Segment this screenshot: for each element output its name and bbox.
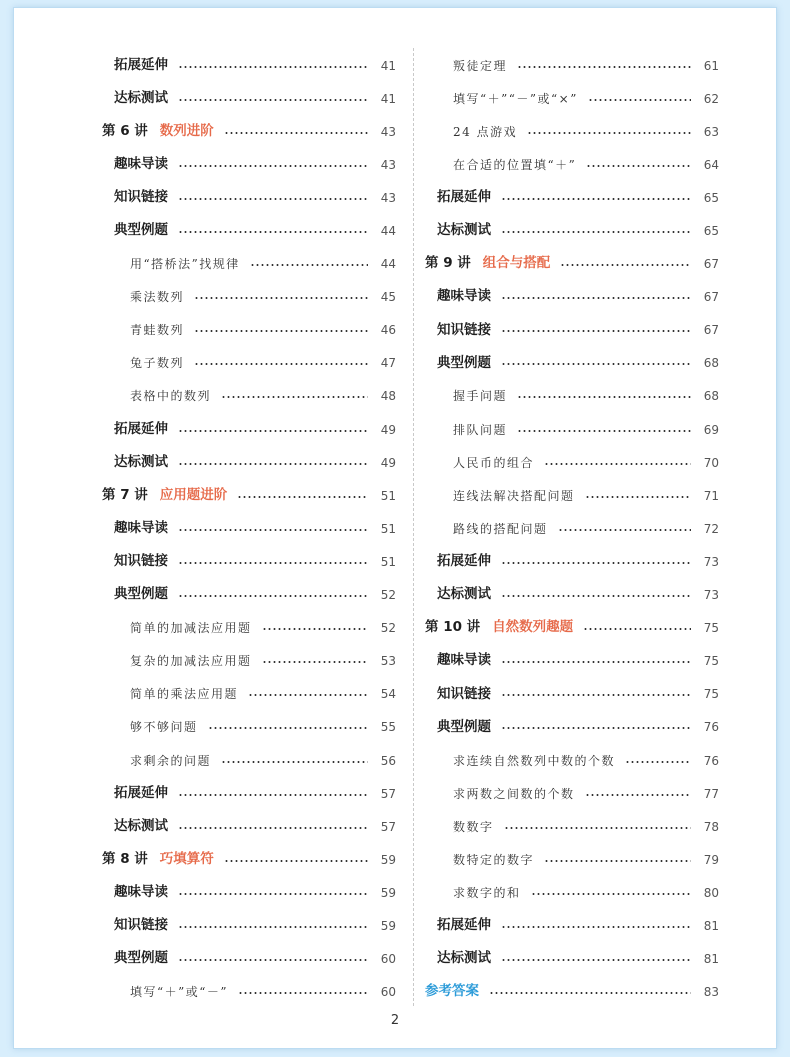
toc-entry-page: 61 — [703, 58, 719, 73]
dot-leader — [560, 264, 691, 266]
chapter-title: 数列进阶 — [159, 122, 214, 139]
dot-leader — [262, 628, 368, 630]
toc-entry-page: 41 — [380, 58, 396, 73]
toc-entry-page: 68 — [703, 356, 719, 371]
toc-entry-title: 达标测试 — [437, 222, 491, 239]
toc-entry-subsection[interactable] — [102, 976, 396, 1009]
toc-entry-page: 43 — [380, 157, 396, 172]
dot-leader — [588, 99, 691, 101]
dot-leader — [250, 264, 368, 266]
toc-entry-section[interactable] — [425, 943, 719, 976]
dot-leader — [501, 297, 691, 299]
toc-entry-subsection[interactable] — [425, 115, 719, 148]
toc-entry-page: 83 — [703, 985, 719, 1000]
toc-entry-page: 63 — [703, 124, 719, 139]
toc-entry-page: 68 — [703, 389, 719, 404]
toc-entry-page: 65 — [703, 190, 719, 205]
toc-entry-subsection[interactable] — [102, 645, 396, 678]
toc-entry-title: 路线的搭配问题 — [453, 521, 548, 536]
toc-entry-title: 参考答案 — [425, 983, 479, 1000]
toc-entry-section[interactable] — [102, 876, 396, 909]
dot-leader — [221, 761, 368, 763]
toc-entry-title: 24 点游戏 — [453, 124, 518, 139]
toc-entry-section[interactable] — [102, 810, 396, 843]
dot-leader — [208, 727, 368, 729]
toc-entry-title: 用“搭桥法”找规律 — [130, 257, 240, 272]
dot-leader — [178, 529, 368, 531]
dot-leader — [178, 893, 368, 895]
toc-entry-title: 青蛙数列 — [130, 323, 185, 338]
toc-entry-page: 81 — [703, 952, 719, 967]
toc-entry-title: 叛徒定理 — [453, 58, 508, 73]
toc-entry-subsection[interactable] — [425, 777, 719, 810]
dot-leader — [178, 959, 368, 961]
toc-entry-title: 趣味导读 — [437, 652, 491, 669]
dot-leader — [178, 827, 368, 829]
toc-entry-subsection[interactable] — [425, 876, 719, 909]
toc-entry-subsection[interactable] — [102, 248, 396, 281]
dot-leader — [237, 496, 368, 498]
dot-leader — [517, 396, 691, 398]
toc-entry-title: 知识链接 — [437, 685, 491, 702]
toc-entry-subsection[interactable] — [425, 843, 719, 876]
toc-entry-title: 表格中的数列 — [130, 389, 212, 404]
toc-entry-section[interactable] — [102, 148, 396, 181]
toc-entry-title — [102, 489, 237, 503]
toc-entry-title: 趣味导读 — [437, 288, 491, 305]
toc-entry-section[interactable] — [102, 512, 396, 545]
toc-entry-subsection[interactable] — [425, 49, 719, 82]
toc-entry-page: 46 — [380, 323, 396, 338]
toc-entry-title: 达标测试 — [437, 586, 491, 603]
toc-entry-page: 55 — [380, 720, 396, 735]
dot-leader — [531, 893, 691, 895]
toc-entry-page: 79 — [703, 852, 719, 867]
toc-entry-subsection[interactable] — [102, 380, 396, 413]
toc-entry-page: 67 — [703, 323, 719, 338]
toc-entry-subsection[interactable] — [425, 512, 719, 545]
toc-entry-page: 64 — [703, 157, 719, 172]
toc-entry-chapter[interactable] — [102, 843, 396, 876]
toc-entry-subsection[interactable] — [102, 347, 396, 380]
toc-entry-title: 求数字的和 — [453, 885, 521, 900]
toc-right-column — [425, 49, 719, 1009]
toc-entry-title: 知识链接 — [437, 321, 491, 338]
toc-entry-title: 趣味导读 — [114, 156, 168, 173]
toc-entry-page: 47 — [380, 356, 396, 371]
dot-leader — [501, 959, 691, 961]
toc-entry-section[interactable] — [102, 214, 396, 247]
dot-leader — [501, 562, 691, 564]
dot-leader — [625, 761, 691, 763]
toc-entry-page: 76 — [703, 720, 719, 735]
dot-leader — [586, 165, 691, 167]
dot-leader — [501, 727, 691, 729]
toc-entry-title — [102, 122, 224, 139]
toc-entry-page: 67 — [703, 257, 719, 272]
toc-entry-page: 45 — [380, 290, 396, 305]
toc-entry-page: 51 — [380, 521, 396, 536]
toc-page — [13, 7, 777, 1049]
dot-leader — [544, 463, 691, 465]
dot-leader — [501, 330, 691, 332]
dot-leader — [178, 562, 368, 564]
toc-entry-title: 简单的乘法应用题 — [130, 687, 239, 702]
toc-entry-section[interactable] — [102, 579, 396, 612]
toc-entry-subsection[interactable] — [425, 479, 719, 512]
toc-left-column — [102, 49, 396, 1009]
toc-entry-page: 56 — [380, 753, 396, 768]
toc-entry-page: 75 — [703, 654, 719, 669]
dot-leader — [194, 330, 368, 332]
toc-entry-subsection[interactable] — [102, 281, 396, 314]
toc-entry-title: 拓展延伸 — [437, 189, 491, 206]
toc-entry-page: 59 — [380, 852, 396, 867]
toc-entry-title: 复杂的加减法应用题 — [130, 654, 252, 669]
chapter-title: 自然数列趣题 — [492, 619, 574, 636]
dot-leader — [558, 529, 691, 531]
toc-entry-page: 53 — [380, 654, 396, 669]
toc-entry-chapter[interactable] — [425, 248, 719, 281]
toc-entry-title: 乘法数列 — [130, 290, 185, 305]
toc-entry-section[interactable] — [102, 909, 396, 942]
dot-leader — [178, 66, 368, 68]
toc-entry-title: 拓展延伸 — [437, 553, 491, 570]
toc-entry-page: 76 — [703, 753, 719, 768]
toc-entry-subsection[interactable] — [425, 413, 719, 446]
toc-entry-page: 57 — [380, 786, 396, 801]
toc-entry-title: 填写“＋”或“－” — [130, 985, 229, 1000]
dot-leader — [194, 363, 368, 365]
toc-entry-title: 数特定的数字 — [453, 852, 535, 867]
column-divider — [413, 48, 414, 1006]
toc-entry-page: 65 — [703, 224, 719, 239]
toc-entry-page: 43 — [380, 190, 396, 205]
toc-entry-title: 求连续自然数列中数的个数 — [453, 753, 616, 768]
toc-entry-section[interactable] — [102, 49, 396, 82]
dot-leader — [178, 231, 368, 233]
toc-entry-page: 49 — [380, 455, 396, 470]
dot-leader — [178, 794, 368, 796]
chapter-number: 第 10 讲 — [425, 619, 481, 636]
toc-entry-page: 75 — [703, 687, 719, 702]
dot-leader — [224, 860, 368, 862]
toc-entry-title: 求两数之间数的个数 — [453, 786, 575, 801]
toc-entry-title: 典型例题 — [114, 950, 168, 967]
toc-entry-section[interactable] — [425, 214, 719, 247]
toc-entry-title: 在合适的位置填“＋” — [453, 157, 577, 172]
toc-entry-page: 69 — [703, 422, 719, 437]
dot-leader — [527, 132, 691, 134]
toc-entry-page: 60 — [380, 985, 396, 1000]
dot-leader — [501, 661, 691, 663]
toc-entry-title: 数数字 — [453, 819, 494, 834]
toc-entry-page: 73 — [703, 554, 719, 569]
toc-entry-page: 75 — [703, 621, 719, 636]
toc-entry-title: 知识链接 — [114, 189, 168, 206]
toc-entry-subsection[interactable] — [102, 314, 396, 347]
toc-entry-subsection[interactable] — [425, 446, 719, 479]
dot-leader — [501, 198, 691, 200]
toc-entry-title: 达标测试 — [114, 89, 168, 106]
toc-entry-section[interactable] — [102, 777, 396, 810]
toc-entry-title: 达标测试 — [114, 817, 168, 834]
dot-leader — [178, 463, 368, 465]
toc-entry-title: 达标测试 — [114, 453, 168, 470]
toc-entry-title: 连线法解决搭配问题 — [453, 488, 575, 503]
toc-entry-section[interactable] — [425, 181, 719, 214]
toc-entry-section[interactable] — [425, 579, 719, 612]
toc-entry-title: 典型例题 — [114, 222, 168, 239]
toc-entry-title: 知识链接 — [114, 917, 168, 934]
toc-entry-subsection[interactable] — [425, 148, 719, 181]
toc-entry-section[interactable] — [102, 943, 396, 976]
toc-entry-subsection[interactable] — [102, 744, 396, 777]
toc-entry-page: 52 — [380, 621, 396, 636]
toc-entry-title: 拓展延伸 — [114, 56, 168, 73]
chapter-number: 第 6 讲 — [102, 122, 148, 139]
toc-entry-title: 典型例题 — [437, 354, 491, 371]
dot-leader — [501, 231, 691, 233]
dot-leader — [504, 827, 691, 829]
toc-entry-page: 60 — [380, 952, 396, 967]
toc-entry-title: 够不够问题 — [130, 720, 198, 735]
toc-entry-page: 54 — [380, 687, 396, 702]
dot-leader — [178, 595, 368, 597]
dot-leader — [178, 926, 368, 928]
toc-entry-section[interactable] — [425, 314, 719, 347]
toc-entry-title: 趣味导读 — [114, 884, 168, 901]
toc-entry-section[interactable] — [102, 545, 396, 578]
toc-entry-page: 49 — [380, 422, 396, 437]
dot-leader — [585, 794, 691, 796]
dot-leader — [221, 396, 368, 398]
toc-entry-section[interactable] — [425, 545, 719, 578]
dot-leader — [178, 99, 368, 101]
toc-entry-subsection[interactable] — [425, 82, 719, 115]
toc-entry-title: 知识链接 — [114, 553, 168, 570]
toc-entry-title: 拓展延伸 — [437, 917, 491, 934]
toc-entry-title — [102, 853, 224, 867]
toc-entry-title: 填写“＋”“－”或“×” — [453, 91, 578, 106]
dot-leader — [517, 66, 691, 68]
toc-entry-title — [425, 257, 560, 271]
toc-entry-section[interactable] — [102, 82, 396, 115]
dot-leader — [501, 595, 691, 597]
toc-entry-page: 44 — [380, 257, 396, 272]
dot-leader — [583, 628, 691, 630]
toc-entry-chapter[interactable] — [425, 612, 719, 645]
toc-entry-title: 求剩余的问题 — [130, 753, 212, 768]
toc-entry-page: 77 — [703, 786, 719, 801]
chapter-title: 组合与搭配 — [482, 255, 551, 272]
toc-entry-title: 拓展延伸 — [114, 784, 168, 801]
toc-entry-page: 62 — [703, 91, 719, 106]
toc-entry-page: 72 — [703, 521, 719, 536]
toc-entry-page: 44 — [380, 224, 396, 239]
toc-entry-subsection[interactable] — [102, 612, 396, 645]
toc-entry-title: 趣味导读 — [114, 520, 168, 537]
toc-entry-subsection[interactable] — [102, 711, 396, 744]
toc-entry-page: 51 — [380, 554, 396, 569]
toc-entry-section[interactable] — [425, 711, 719, 744]
dot-leader — [178, 430, 368, 432]
toc-entry-page: 73 — [703, 588, 719, 603]
toc-entry-title: 拓展延伸 — [114, 420, 168, 437]
toc-entry-page: 59 — [380, 918, 396, 933]
dot-leader — [585, 496, 691, 498]
dot-leader — [544, 860, 691, 862]
toc-entry-page: 43 — [380, 124, 396, 139]
chapter-title: 应用题进阶 — [159, 487, 228, 504]
chapter-number: 第 9 讲 — [425, 255, 471, 272]
toc-entry-section[interactable] — [102, 181, 396, 214]
toc-entry-page: 80 — [703, 885, 719, 900]
toc-entry-title: 兔子数列 — [130, 356, 185, 371]
page-number: 2 — [390, 1013, 400, 1028]
toc-entry-page: 81 — [703, 918, 719, 933]
dot-leader — [501, 694, 691, 696]
toc-entry-title: 排队问题 — [453, 422, 508, 437]
toc-entry-title: 达标测试 — [437, 950, 491, 967]
toc-entry-title: 握手问题 — [453, 389, 508, 404]
toc-entry-page: 70 — [703, 455, 719, 470]
chapter-number: 第 8 讲 — [102, 851, 148, 868]
dot-leader — [501, 926, 691, 928]
dot-leader — [248, 694, 368, 696]
toc-entry-title: 典型例题 — [437, 718, 491, 735]
toc-entry-section[interactable] — [425, 678, 719, 711]
dot-leader — [224, 132, 368, 134]
toc-entry-page: 67 — [703, 290, 719, 305]
dot-leader — [178, 165, 368, 167]
toc-entry-subsection[interactable] — [102, 678, 396, 711]
dot-leader — [178, 198, 368, 200]
toc-entry-chapter[interactable] — [102, 115, 396, 148]
toc-entry-page: 57 — [380, 819, 396, 834]
dot-leader — [238, 992, 368, 994]
toc-entry-page: 51 — [380, 488, 396, 503]
toc-entry-title — [425, 621, 583, 635]
dot-leader — [194, 297, 368, 299]
toc-entry-title: 典型例题 — [114, 586, 168, 603]
toc-entry-page: 78 — [703, 819, 719, 834]
toc-entry-subsection[interactable] — [425, 380, 719, 413]
toc-entry-section[interactable] — [425, 909, 719, 942]
toc-entry-title: 简单的加减法应用题 — [130, 621, 252, 636]
chapter-number: 第 7 讲 — [102, 487, 148, 504]
toc-entry-subsection[interactable] — [425, 810, 719, 843]
toc-entry-section[interactable] — [102, 413, 396, 446]
dot-leader — [489, 992, 691, 994]
toc-entry-section[interactable] — [425, 347, 719, 380]
toc-entry-page: 71 — [703, 488, 719, 503]
toc-entry-page: 52 — [380, 588, 396, 603]
toc-entry-page: 41 — [380, 91, 396, 106]
toc-entry-chapter[interactable] — [102, 479, 396, 512]
chapter-title: 巧填算符 — [159, 851, 214, 868]
toc-entry-section[interactable] — [102, 446, 396, 479]
toc-entry-page: 59 — [380, 885, 396, 900]
toc-entry-subsection[interactable] — [425, 744, 719, 777]
toc-entry-title: 人民币的组合 — [453, 455, 535, 470]
toc-entry-section[interactable] — [425, 281, 719, 314]
toc-entry-page: 48 — [380, 389, 396, 404]
toc-entry-answers[interactable] — [425, 976, 719, 1009]
toc-entry-section[interactable] — [425, 645, 719, 678]
dot-leader — [262, 661, 368, 663]
dot-leader — [517, 430, 691, 432]
dot-leader — [501, 363, 691, 365]
